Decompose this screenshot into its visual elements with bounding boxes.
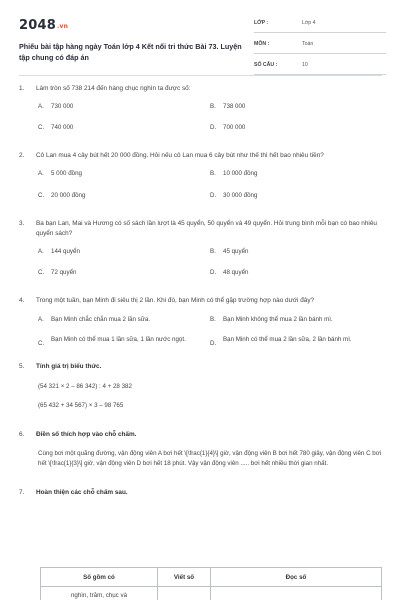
question-1	[19, 84, 382, 94]
option-d[interactable]	[210, 268, 382, 277]
meta-value: 10	[302, 62, 308, 68]
option-b[interactable]	[210, 102, 382, 111]
question-text: Cô Lan mua 4 cây bút hết 20 000 đồng. Hỏi nếu cô Lan mua 6 cây bút như thế thì hết bao nhiêu tiền?	[36, 151, 324, 159]
options	[38, 247, 382, 277]
table-cell[interactable]	[211, 587, 382, 600]
expression-line: (54 321 × 2 – 86 342) : 4 + 28 382	[38, 383, 132, 390]
option-text: 700 000	[223, 123, 246, 131]
meta-row-count	[254, 58, 386, 75]
option-letter: C.	[38, 269, 45, 276]
question-number: 7.	[19, 488, 25, 496]
option-text: 144 quyển	[51, 248, 80, 255]
question-text: Ba bạn Lan, Mai và Hương có số sách lần lượt là 45 quyển, 50 quyển và 49 quyển. Hỏi trung bình mỗi bạn có bao nhiêu quyển sách?	[36, 220, 377, 237]
option-text: 30 000 đồng	[223, 192, 258, 199]
question-4	[19, 296, 382, 306]
meta-row-class	[254, 16, 386, 33]
question-number: 2.	[19, 151, 25, 159]
options	[38, 315, 382, 347]
option-b[interactable]	[210, 315, 382, 324]
option-letter: D.	[210, 269, 217, 276]
option-letter: D.	[210, 192, 217, 199]
option-letter: A.	[38, 315, 44, 323]
question-2	[19, 151, 382, 161]
header	[19, 12, 384, 82]
option-text: Bạn Minh chắc chắn mua 2 lần sữa.	[51, 315, 151, 323]
question-3	[19, 219, 382, 238]
option-text: Bạn Minh có thể mua 1 lần sữa, 1 lần nước ngọt.	[51, 335, 186, 343]
meta-label: MÔN :	[254, 41, 270, 47]
option-text: 10 000 đồng	[223, 170, 258, 177]
questions	[19, 82, 382, 497]
option-text: Bạn Minh có thể mua 2 lần sữa, 2 lần bánh mì.	[223, 335, 352, 343]
option-letter: C.	[38, 340, 45, 347]
meta-info	[254, 16, 386, 79]
option-a[interactable]	[38, 169, 210, 178]
table-header: Số gồm có	[41, 568, 158, 587]
option-letter: B.	[210, 170, 216, 177]
fill-table	[40, 567, 382, 600]
table-row	[41, 587, 382, 600]
option-text: 48 quyển	[223, 269, 249, 276]
option-letter: D.	[210, 123, 217, 131]
option-letter: B.	[210, 315, 216, 323]
option-letter: A.	[38, 170, 44, 177]
question-number: 6.	[19, 431, 25, 438]
question-text: Hoàn thiện các chỗ chấm sau.	[36, 488, 128, 496]
option-text: 45 quyển	[223, 248, 249, 255]
logo-text: 2048	[19, 18, 56, 33]
meta-row-subject	[254, 37, 386, 54]
option-letter: D.	[210, 340, 217, 347]
question-number: 5.	[19, 362, 25, 370]
option-letter: B.	[210, 102, 216, 110]
option-d[interactable]	[210, 335, 382, 347]
option-a[interactable]	[38, 102, 210, 111]
option-text: 730 000	[51, 102, 74, 110]
option-text: 5 000 đồng	[51, 170, 82, 177]
question-number: 4.	[19, 297, 25, 304]
option-b[interactable]	[210, 169, 382, 178]
table-header: Viết số	[158, 568, 211, 587]
options	[38, 102, 382, 132]
option-text: 72 quyển	[51, 269, 77, 276]
table-cell[interactable]	[158, 587, 211, 600]
question-text: Điền số thích hợp vào chỗ chấm.	[36, 431, 137, 438]
option-letter: A.	[38, 248, 44, 255]
option-c[interactable]	[38, 191, 210, 200]
meta-label: SỐ CÂU :	[254, 62, 278, 68]
option-a[interactable]	[38, 315, 210, 324]
expression-line: (65 432 + 34 567) × 3 – 98 765	[38, 402, 124, 409]
option-d[interactable]	[210, 123, 382, 132]
meta-label: LỚP :	[254, 20, 269, 26]
table-cell: nghìn, trăm, chục và	[41, 587, 158, 600]
option-c[interactable]	[38, 123, 210, 132]
question-text: Trong một tuần, bạn Minh đi siêu thị 2 lần. Khi đó, bạn Minh có thể gặp trường hợp nào dưới đây?	[36, 297, 315, 304]
option-letter: A.	[38, 102, 44, 110]
logo-suffix: .vn	[56, 23, 69, 30]
options	[38, 169, 382, 200]
question-7	[19, 488, 382, 498]
logo[interactable]	[19, 18, 68, 33]
option-text: 20 000 đồng	[51, 192, 86, 199]
option-text: 740 000	[51, 123, 74, 131]
table-header-row	[41, 568, 382, 587]
question-paragraph: Cùng bơi một quãng đường, vận động viên A bơi hết \[\frac{1}{4}\] giờ, vận động viên B bơi hết 780 giây, vận động viên C bơi hết \[\frac{1}{3}\] giờ, vận động viên D bơi hết 18 phút. Vậy vận động viên ..... bơi hết nhiều thời gian nhất.	[38, 449, 382, 467]
option-letter: C.	[38, 192, 45, 199]
table-header: Đọc số	[211, 568, 382, 587]
option-c[interactable]	[38, 335, 210, 347]
page-title: Phiếu bài tập hàng ngày Toán lớp 4 Kết nối tri thức Bài 73. Luyện tập chung có đáp án	[19, 42, 242, 62]
option-letter: B.	[210, 248, 216, 255]
question-number: 3.	[19, 220, 25, 227]
option-b[interactable]	[210, 247, 382, 256]
question-text: Làm tròn số 738 214 đến hàng chục nghìn ta được số:	[36, 85, 191, 92]
meta-value: Lớp 4	[302, 20, 316, 26]
option-c[interactable]	[38, 268, 210, 277]
question-number: 1.	[19, 85, 25, 92]
question-text: Tính giá trị biểu thức.	[36, 362, 102, 370]
question-5	[19, 362, 382, 372]
question-6	[19, 430, 382, 440]
option-d[interactable]	[210, 191, 382, 200]
option-a[interactable]	[38, 247, 210, 256]
option-text: 738 000	[223, 102, 246, 110]
divider	[19, 75, 382, 76]
option-text: Bạn Minh không thể mua 2 lần bánh mì.	[223, 315, 333, 323]
option-letter: C.	[38, 123, 45, 131]
meta-value: Toán	[302, 41, 314, 47]
